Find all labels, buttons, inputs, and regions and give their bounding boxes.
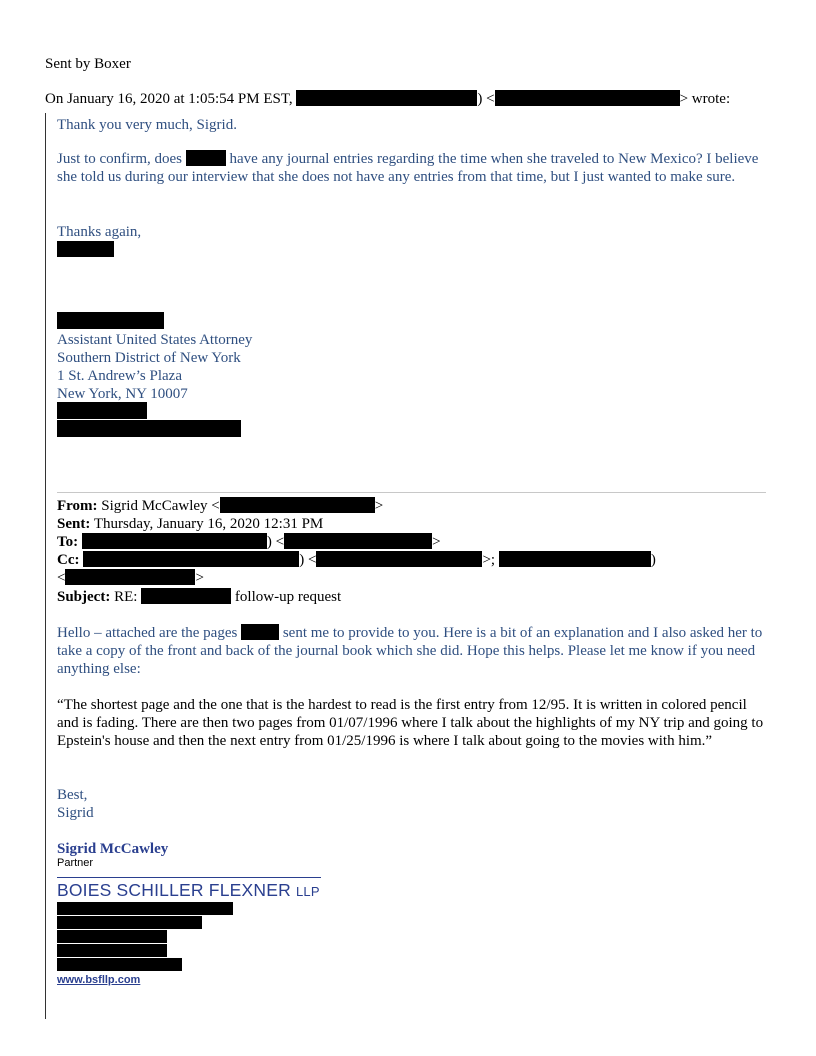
signature-title: Assistant United States Attorney [57,332,253,348]
signature-role: Partner [57,857,94,869]
firm-logo-text [57,880,320,901]
sent-line [57,515,323,533]
redaction [57,420,241,437]
redaction [141,588,231,604]
message-p1-before: Hello – attached are the pages [57,625,238,641]
website-link[interactable]: www.bsfllp.com [57,974,141,986]
redaction [316,551,482,567]
reply-closing: Thanks again, [57,224,142,240]
redaction [57,402,147,419]
firm-suffix: LLP [295,884,320,899]
cc-label: Cc: [57,552,80,568]
redaction [499,551,651,567]
to-mid: ) < [266,534,285,550]
redaction [186,150,226,166]
website-line [57,972,140,987]
sent-value: Thursday, January 16, 2020 12:31 PM [93,516,324,532]
from-end: > [374,498,384,514]
sign-name: Sigrid [57,805,94,821]
cc-line [57,551,656,569]
wrote-mid: ) < [477,91,495,107]
journal-quote: “The shortest page and the one that is the hardest to read is the first entry from 12/95. It is written in colored pencil and is fading. There are then two pages from 01/07/1996 where I talk about the highlights of my NY trip and going to Epstein's house and then the next entry from 01/25/1996 is where I talk about going to the movies with him.” [57,697,764,749]
subject-suffix: follow-up request [234,589,342,605]
redaction [241,624,279,640]
cc-mid: ) < [299,552,317,568]
subject-label: Subject: [57,589,111,605]
redaction [65,569,195,585]
redaction [220,497,375,513]
redaction [57,241,114,257]
signature-street: 1 St. Andrew’s Plaza [57,368,182,384]
signature-office: Southern District of New York [57,350,241,366]
redaction [495,90,680,106]
wrote-suffix: > wrote: [679,91,731,107]
cc2-end: > [195,570,204,586]
redaction [57,902,233,915]
wrote-prefix: On January 16, 2020 at 1:05:54 PM EST, [45,91,293,107]
message-p1-after: sent me to provide to you. Here is a bit of an explanation and I also asked her to take a copy of the front and back of the journal book which she did. Hope this helps. Please let me know if you need anything else: [57,625,763,677]
firm-name: BOIES SCHILLER FLEXNER [57,880,291,900]
to-line [57,533,441,551]
sent-label: Sent: [57,516,91,532]
redaction [83,551,299,567]
subject-prefix: RE: [114,589,138,605]
redaction [57,930,167,943]
to-end: > [432,534,441,550]
reply-p1-after: have any journal entries regarding the time when she traveled to New Mexico? I believe she told us during our interview that she does not have any entries from that time, but I just wanted to make sure. [57,151,759,185]
redaction [57,958,182,971]
sent-by-line: Sent by Boxer [45,56,131,72]
reply-paragraph [57,150,767,186]
cc-sep: >; [482,552,496,568]
separator [57,492,766,493]
from-label: From: [57,498,98,514]
subject-line [57,588,341,606]
message-paragraph [57,624,767,678]
cc2-start: < [57,570,66,586]
cc-line-2 [57,569,204,587]
redaction [296,90,477,106]
reply-p1-before: Just to confirm, does [57,151,182,167]
signature-name: Sigrid McCawley [57,841,169,857]
cc-end: ) [650,552,656,568]
redaction [57,944,167,957]
wrote-line [45,90,730,108]
firm-rule [57,877,321,878]
to-label: To: [57,534,79,550]
sign-off: Best, [57,787,88,803]
quote-bar [45,113,46,1019]
redaction [57,916,202,929]
redaction [284,533,432,549]
from-value: Sigrid McCawley < [101,498,220,514]
redaction [82,533,267,549]
redaction [57,312,164,329]
signature-city: New York, NY 10007 [57,386,188,402]
reply-greeting: Thank you very much, Sigrid. [57,117,237,133]
from-line [57,497,383,515]
